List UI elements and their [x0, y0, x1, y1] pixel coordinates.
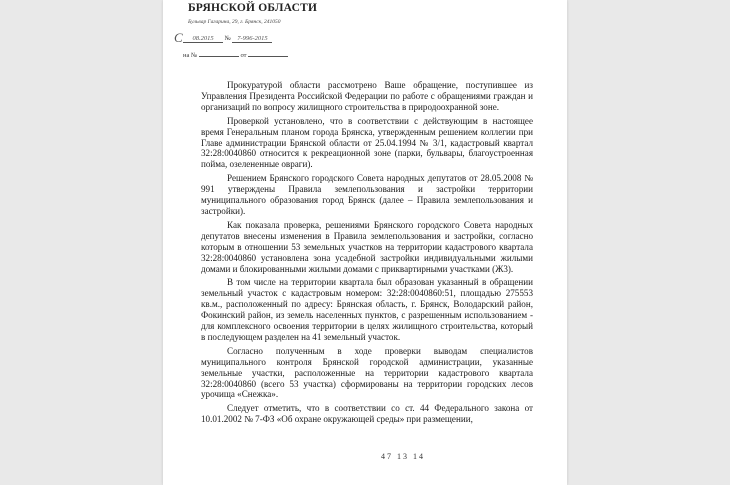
- registration-date: 08.2015: [183, 35, 223, 43]
- paragraph: Решением Брянского городского Совета народных депутатов от 28.05.2008 № 991 утверждены Правила землепользования и застройки территории муниципального образования город Брянск (далее – Правила землепользования и застройки).: [201, 173, 533, 216]
- reference-date-blank: [248, 56, 288, 57]
- paragraph: Как показала проверка, решениями Брянского городского Совета народных депутатов внесены изменения в Правила землепользования и застройки, согласно которым в отношении 53 земельных участков на территории кадастрового квартала 32:28:0040860 установлена зона усадебной застройки индивидуальными жилыми домами и блокированными жилыми домами с приквартирными участками (Ж3).: [201, 219, 533, 274]
- paragraph: Следует отметить, что в соответствии со ст. 44 Федерального закона от 10.01.2002 № 7-ФЗ «Об охране окружающей среды» при размещении,: [201, 403, 533, 425]
- paragraph: Проверкой установлено, что в соответствии с действующим в настоящее время Генеральным планом города Брянска, утвержденным решением коллегии при Главе администрации Брянской области от 25.04.1994 № 3/1, кадастровый квартал 32:28:0040860 относится к рекреационной зоне (парки, бульвары, благоустроенная пойма, озелененные овраги).: [201, 115, 533, 170]
- registration-number: 7-996-2015: [232, 35, 272, 43]
- reference-line: [183, 52, 288, 59]
- footer-mark: 47 13 14: [381, 452, 425, 461]
- reference-number-sign: на №: [183, 52, 198, 59]
- letter-body: [201, 80, 533, 428]
- paragraph: В том числе на территории квартала был образован указанный в обращении земельный участок с кадастровым номером: 32:28:0040860:51, площадью 275553 кв.м., расположенный по адресу: Брянская область, г. Брянск, Володарский район, Фокинский район, из земель населенных пунктов, с разрешенным использованием - для комплексного освоения территории в целях жилищного строительства, который в последующем разделен на 41 земельный участок.: [201, 277, 533, 342]
- handwritten-mark: С: [174, 30, 183, 45]
- registration-line: [183, 35, 272, 43]
- authority-title: БРЯНСКОЙ ОБЛАСТИ: [188, 2, 318, 14]
- number-sign: №: [224, 35, 231, 42]
- reference-from-label: от: [240, 52, 247, 59]
- paragraph: Прокуратурой области рассмотрено Ваше обращение, поступившее из Управления Президента Российской Федерации по работе с обращениями граждан и организаций по вопросу жилищного строительства в природоохранной зоне.: [201, 80, 533, 112]
- paragraph: Согласно полученным в ходе проверки выводам специалистов муниципального контроля Брянской городской администрации, указанные земельные участки, расположенные на территории кадастрового квартала 32:28:0040860 (всего 53 участка) сформированы на территории городских лесов урочища «Снежка».: [201, 345, 533, 400]
- document-page: [163, 0, 567, 485]
- reference-number-blank: [199, 56, 239, 57]
- authority-address: Бульвар Гагарина, 29, г. Брянск, 241050: [188, 19, 281, 25]
